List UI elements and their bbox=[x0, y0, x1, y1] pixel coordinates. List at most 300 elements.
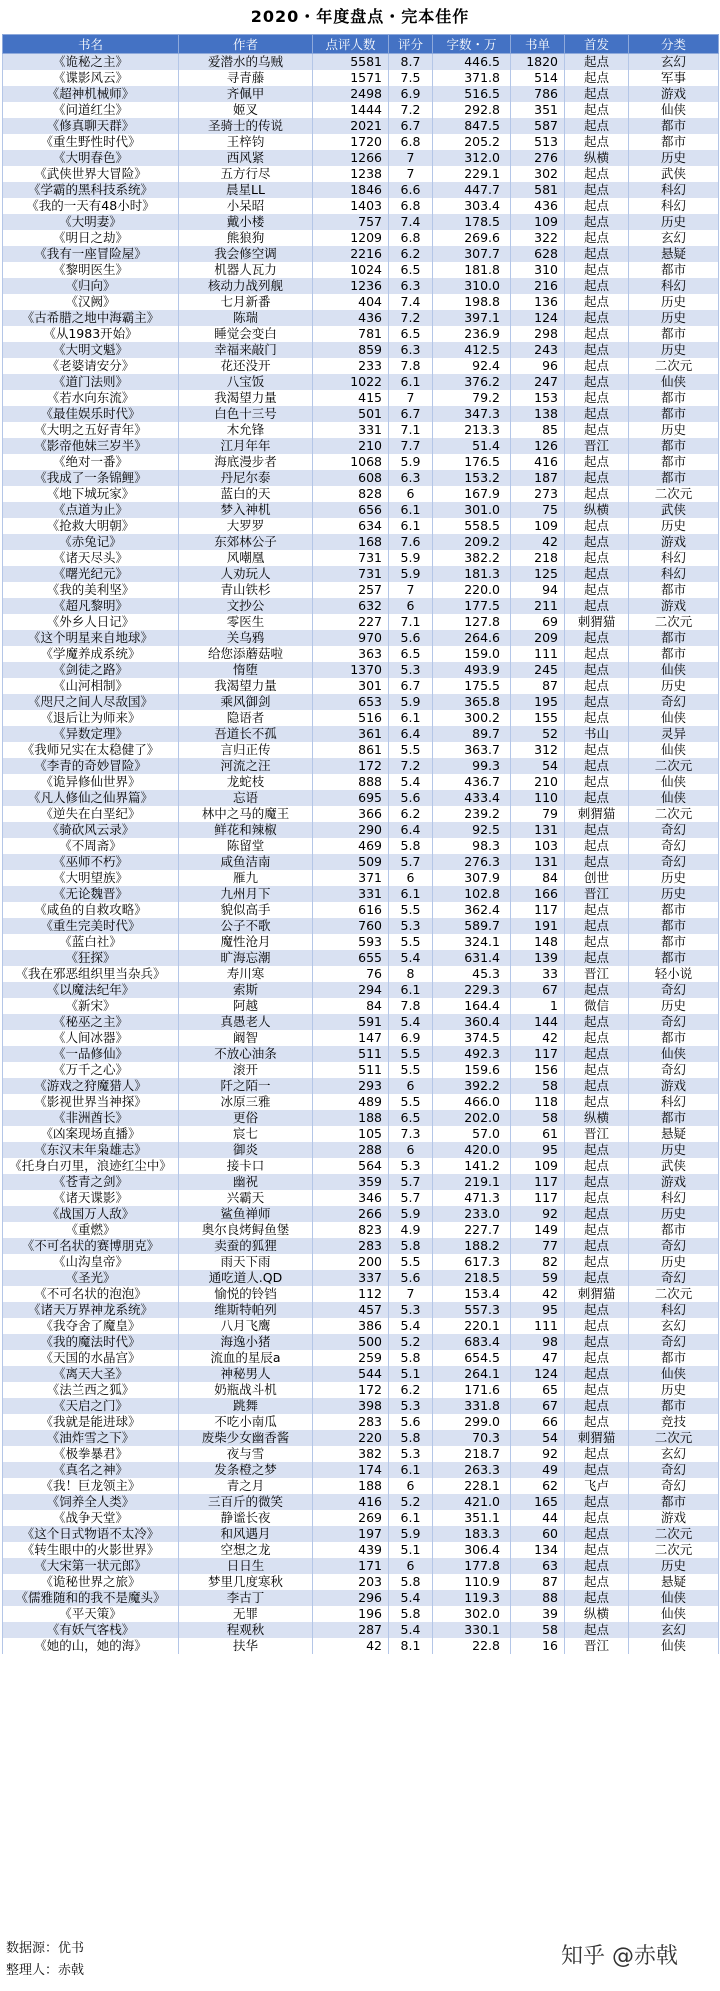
cell-rating: 6.2 bbox=[389, 246, 433, 262]
cell-category: 历史 bbox=[629, 214, 719, 230]
cell-platform: 起点 bbox=[565, 1270, 629, 1286]
cell-category: 二次元 bbox=[629, 1542, 719, 1558]
cell-reviews: 361 bbox=[313, 726, 389, 742]
cell-reviews: 416 bbox=[313, 1494, 389, 1510]
cell-word-count: 263.3 bbox=[433, 1462, 511, 1478]
cell-category: 历史 bbox=[629, 1558, 719, 1574]
cell-platform: 起点 bbox=[565, 630, 629, 646]
cell-author: 空想之龙 bbox=[179, 1542, 313, 1558]
cell-rating: 5.5 bbox=[389, 934, 433, 950]
cell-category: 都市 bbox=[629, 630, 719, 646]
cell-rating: 6.9 bbox=[389, 86, 433, 102]
table-row bbox=[3, 118, 719, 134]
cell-word-count: 233.0 bbox=[433, 1206, 511, 1222]
cell-rating: 6.8 bbox=[389, 198, 433, 214]
cell-word-count: 178.5 bbox=[433, 214, 511, 230]
cell-platform: 起点 bbox=[565, 1398, 629, 1414]
cell-reviews: 511 bbox=[313, 1046, 389, 1062]
cell-word-count: 310.0 bbox=[433, 278, 511, 294]
cell-title: 《离天大圣》 bbox=[3, 1366, 179, 1382]
cell-author: 圣骑士的传说 bbox=[179, 118, 313, 134]
cell-booklists: 54 bbox=[511, 758, 565, 774]
cell-word-count: 363.7 bbox=[433, 742, 511, 758]
table-row bbox=[3, 1190, 719, 1206]
cell-title: 《老婆请安分》 bbox=[3, 358, 179, 374]
cell-booklists: 136 bbox=[511, 294, 565, 310]
table-row bbox=[3, 1078, 719, 1094]
cell-title: 《凶案现场直播》 bbox=[3, 1126, 179, 1142]
cell-rating: 6 bbox=[389, 1078, 433, 1094]
cell-platform: 创世 bbox=[565, 870, 629, 886]
cell-reviews: 1846 bbox=[313, 182, 389, 198]
cell-platform: 起点 bbox=[565, 854, 629, 870]
cell-reviews: 172 bbox=[313, 758, 389, 774]
cell-word-count: 239.2 bbox=[433, 806, 511, 822]
table-row bbox=[3, 1478, 719, 1494]
cell-platform: 起点 bbox=[565, 1062, 629, 1078]
cell-word-count: 466.0 bbox=[433, 1094, 511, 1110]
cell-rating: 6.8 bbox=[389, 230, 433, 246]
cell-reviews: 1403 bbox=[313, 198, 389, 214]
cell-title: 《学魔养成系统》 bbox=[3, 646, 179, 662]
table-row bbox=[3, 902, 719, 918]
cell-title: 《我的美利坚》 bbox=[3, 582, 179, 598]
table-row bbox=[3, 134, 719, 150]
cell-rating: 6.1 bbox=[389, 886, 433, 902]
cell-word-count: 236.9 bbox=[433, 326, 511, 342]
cell-author: 阿越 bbox=[179, 998, 313, 1014]
cell-title: 《剑徒之路》 bbox=[3, 662, 179, 678]
cell-category: 科幻 bbox=[629, 182, 719, 198]
cell-booklists: 66 bbox=[511, 1414, 565, 1430]
cell-platform: 起点 bbox=[565, 1318, 629, 1334]
cell-rating: 5.4 bbox=[389, 1590, 433, 1606]
cell-platform: 起点 bbox=[565, 1590, 629, 1606]
cell-platform: 晋江 bbox=[565, 886, 629, 902]
table-row bbox=[3, 310, 719, 326]
cell-booklists: 42 bbox=[511, 1030, 565, 1046]
cell-title: 《我有一座冒险屋》 bbox=[3, 246, 179, 262]
cell-rating: 5.9 bbox=[389, 566, 433, 582]
cell-author: 小呆昭 bbox=[179, 198, 313, 214]
table-row bbox=[3, 1062, 719, 1078]
cell-reviews: 1022 bbox=[313, 374, 389, 390]
cell-booklists: 109 bbox=[511, 518, 565, 534]
cell-category: 都市 bbox=[629, 1222, 719, 1238]
cell-reviews: 283 bbox=[313, 1238, 389, 1254]
cell-booklists: 92 bbox=[511, 1446, 565, 1462]
cell-rating: 7.1 bbox=[389, 614, 433, 630]
cell-category: 二次元 bbox=[629, 1286, 719, 1302]
cell-reviews: 2498 bbox=[313, 86, 389, 102]
cell-author: 跳舞 bbox=[179, 1398, 313, 1414]
data-source: 数据源：优书 bbox=[6, 1941, 85, 1956]
cell-platform: 起点 bbox=[565, 518, 629, 534]
cell-category: 武侠 bbox=[629, 166, 719, 182]
cell-author: 维斯特帕列 bbox=[179, 1302, 313, 1318]
cell-category: 仙侠 bbox=[629, 710, 719, 726]
cell-rating: 6.1 bbox=[389, 518, 433, 534]
cell-author: 海逸小猪 bbox=[179, 1334, 313, 1350]
table-row bbox=[3, 198, 719, 214]
cell-author: 五方行尽 bbox=[179, 166, 313, 182]
cell-category: 玄幻 bbox=[629, 1446, 719, 1462]
cell-booklists: 87 bbox=[511, 678, 565, 694]
cell-author: 机器人瓦力 bbox=[179, 262, 313, 278]
cell-rating: 6.3 bbox=[389, 470, 433, 486]
cell-word-count: 57.0 bbox=[433, 1126, 511, 1142]
cell-rating: 4.9 bbox=[389, 1222, 433, 1238]
cell-category: 历史 bbox=[629, 1382, 719, 1398]
table-row bbox=[3, 1238, 719, 1254]
cell-platform: 起点 bbox=[565, 1542, 629, 1558]
cell-rating: 7 bbox=[389, 166, 433, 182]
cell-reviews: 501 bbox=[313, 406, 389, 422]
cell-title: 《我的一天有48小时》 bbox=[3, 198, 179, 214]
cell-booklists: 98 bbox=[511, 1334, 565, 1350]
cell-rating: 6.1 bbox=[389, 1510, 433, 1526]
cell-rating: 7.5 bbox=[389, 70, 433, 86]
cell-title: 《凡人修仙之仙界篇》 bbox=[3, 790, 179, 806]
cell-author: 不吃小南瓜 bbox=[179, 1414, 313, 1430]
cell-title: 《诸天万界神龙系统》 bbox=[3, 1302, 179, 1318]
cell-author: 文抄公 bbox=[179, 598, 313, 614]
cell-rating: 5.1 bbox=[389, 1542, 433, 1558]
cell-author: 熊狼狗 bbox=[179, 230, 313, 246]
cell-author: 八宝饭 bbox=[179, 374, 313, 390]
cell-author: 雁九 bbox=[179, 870, 313, 886]
cell-platform: 起点 bbox=[565, 1142, 629, 1158]
table-row bbox=[3, 1638, 719, 1654]
header-platform: 首发 bbox=[565, 35, 629, 54]
cell-author: 丹尼尔泰 bbox=[179, 470, 313, 486]
cell-word-count: 218.7 bbox=[433, 1446, 511, 1462]
cell-rating: 5.3 bbox=[389, 1158, 433, 1174]
cell-platform: 起点 bbox=[565, 70, 629, 86]
cell-booklists: 16 bbox=[511, 1638, 565, 1654]
table-row bbox=[3, 454, 719, 470]
table-row bbox=[3, 150, 719, 166]
cell-rating: 7.2 bbox=[389, 758, 433, 774]
books-table bbox=[2, 34, 719, 1654]
cell-rating: 5.7 bbox=[389, 854, 433, 870]
cell-title: 《战争天堂》 bbox=[3, 1510, 179, 1526]
cell-platform: 起点 bbox=[565, 598, 629, 614]
cell-title: 《地下城玩家》 bbox=[3, 486, 179, 502]
cell-word-count: 412.5 bbox=[433, 342, 511, 358]
cell-title: 《武侠世界大冒险》 bbox=[3, 166, 179, 182]
cell-booklists: 42 bbox=[511, 1286, 565, 1302]
cell-word-count: 127.8 bbox=[433, 614, 511, 630]
cell-platform: 起点 bbox=[565, 694, 629, 710]
cell-reviews: 257 bbox=[313, 582, 389, 598]
cell-word-count: 229.3 bbox=[433, 982, 511, 998]
table-row bbox=[3, 390, 719, 406]
cell-booklists: 187 bbox=[511, 470, 565, 486]
cell-platform: 起点 bbox=[565, 822, 629, 838]
cell-reviews: 1370 bbox=[313, 662, 389, 678]
cell-word-count: 292.8 bbox=[433, 102, 511, 118]
cell-author: 林中之马的魔王 bbox=[179, 806, 313, 822]
cell-title: 《平天策》 bbox=[3, 1606, 179, 1622]
cell-platform: 起点 bbox=[565, 390, 629, 406]
cell-platform: 晋江 bbox=[565, 966, 629, 982]
cell-booklists: 110 bbox=[511, 790, 565, 806]
cell-title: 《山沟皇帝》 bbox=[3, 1254, 179, 1270]
cell-booklists: 58 bbox=[511, 1622, 565, 1638]
cell-booklists: 117 bbox=[511, 1174, 565, 1190]
cell-platform: 起点 bbox=[565, 550, 629, 566]
cell-category: 仙侠 bbox=[629, 662, 719, 678]
cell-title: 《从1983开始》 bbox=[3, 326, 179, 342]
cell-word-count: 177.5 bbox=[433, 598, 511, 614]
header-category: 分类 bbox=[629, 35, 719, 54]
cell-author: 真愚老人 bbox=[179, 1014, 313, 1030]
zhihu-watermark: 知乎 @赤戟 bbox=[561, 1944, 678, 1969]
cell-word-count: 347.3 bbox=[433, 406, 511, 422]
cell-booklists: 109 bbox=[511, 214, 565, 230]
cell-rating: 6.7 bbox=[389, 406, 433, 422]
cell-reviews: 511 bbox=[313, 1062, 389, 1078]
cell-platform: 起点 bbox=[565, 1494, 629, 1510]
cell-title: 《重燃》 bbox=[3, 1222, 179, 1238]
cell-rating: 7 bbox=[389, 582, 433, 598]
cell-category: 仙侠 bbox=[629, 1046, 719, 1062]
cell-word-count: 171.6 bbox=[433, 1382, 511, 1398]
cell-author: 西风紧 bbox=[179, 150, 313, 166]
cell-platform: 起点 bbox=[565, 1302, 629, 1318]
cell-booklists: 245 bbox=[511, 662, 565, 678]
cell-category: 都市 bbox=[629, 950, 719, 966]
cell-author: 鲜花和辣椒 bbox=[179, 822, 313, 838]
cell-rating: 5.2 bbox=[389, 1334, 433, 1350]
cell-word-count: 269.6 bbox=[433, 230, 511, 246]
cell-reviews: 233 bbox=[313, 358, 389, 374]
cell-category: 仙侠 bbox=[629, 1638, 719, 1654]
table-row bbox=[3, 438, 719, 454]
cell-category: 都市 bbox=[629, 918, 719, 934]
cell-word-count: 99.3 bbox=[433, 758, 511, 774]
cell-category: 奇幻 bbox=[629, 1462, 719, 1478]
cell-booklists: 42 bbox=[511, 534, 565, 550]
cell-author: 幽祝 bbox=[179, 1174, 313, 1190]
cell-word-count: 219.1 bbox=[433, 1174, 511, 1190]
table-row bbox=[3, 1270, 719, 1286]
cell-booklists: 195 bbox=[511, 694, 565, 710]
cell-reviews: 1209 bbox=[313, 230, 389, 246]
table-row bbox=[3, 790, 719, 806]
cell-category: 科幻 bbox=[629, 1190, 719, 1206]
cell-rating: 5.4 bbox=[389, 950, 433, 966]
cell-title: 《战国万人敌》 bbox=[3, 1206, 179, 1222]
cell-booklists: 247 bbox=[511, 374, 565, 390]
cell-word-count: 159.0 bbox=[433, 646, 511, 662]
cell-reviews: 171 bbox=[313, 1558, 389, 1574]
cell-author: 东郊林公子 bbox=[179, 534, 313, 550]
cell-author: 雨天下雨 bbox=[179, 1254, 313, 1270]
cell-word-count: 300.2 bbox=[433, 710, 511, 726]
table-row bbox=[3, 822, 719, 838]
cell-rating: 6.5 bbox=[389, 646, 433, 662]
editor-credit: 整理人：赤戟 bbox=[6, 1963, 85, 1978]
cell-author: 夜与雪 bbox=[179, 1446, 313, 1462]
cell-word-count: 306.4 bbox=[433, 1542, 511, 1558]
cell-category: 仙侠 bbox=[629, 1606, 719, 1622]
cell-platform: 起点 bbox=[565, 774, 629, 790]
table-row bbox=[3, 470, 719, 486]
table-row bbox=[3, 662, 719, 678]
cell-reviews: 1068 bbox=[313, 454, 389, 470]
cell-reviews: 293 bbox=[313, 1078, 389, 1094]
cell-category: 二次元 bbox=[629, 1430, 719, 1446]
cell-rating: 5.4 bbox=[389, 1318, 433, 1334]
cell-word-count: 420.0 bbox=[433, 1142, 511, 1158]
cell-reviews: 695 bbox=[313, 790, 389, 806]
cell-booklists: 416 bbox=[511, 454, 565, 470]
cell-reviews: 632 bbox=[313, 598, 389, 614]
cell-word-count: 181.3 bbox=[433, 566, 511, 582]
cell-reviews: 296 bbox=[313, 1590, 389, 1606]
cell-category: 玄幻 bbox=[629, 54, 719, 71]
cell-booklists: 144 bbox=[511, 1014, 565, 1030]
cell-platform: 起点 bbox=[565, 902, 629, 918]
cell-title: 《学霸的黑科技系统》 bbox=[3, 182, 179, 198]
cell-word-count: 330.1 bbox=[433, 1622, 511, 1638]
cell-rating: 5.7 bbox=[389, 1174, 433, 1190]
cell-reviews: 84 bbox=[313, 998, 389, 1014]
cell-booklists: 52 bbox=[511, 726, 565, 742]
table-row bbox=[3, 1222, 719, 1238]
cell-word-count: 371.8 bbox=[433, 70, 511, 86]
cell-rating: 5.5 bbox=[389, 902, 433, 918]
cell-reviews: 168 bbox=[313, 534, 389, 550]
cell-word-count: 303.4 bbox=[433, 198, 511, 214]
cell-word-count: 433.4 bbox=[433, 790, 511, 806]
cell-platform: 起点 bbox=[565, 294, 629, 310]
table-row bbox=[3, 806, 719, 822]
cell-title: 《山河相制》 bbox=[3, 678, 179, 694]
cell-reviews: 105 bbox=[313, 1126, 389, 1142]
cell-reviews: 172 bbox=[313, 1382, 389, 1398]
cell-author: 龙蛇枝 bbox=[179, 774, 313, 790]
table-row bbox=[3, 166, 719, 182]
cell-author: 卖蚕的狐狸 bbox=[179, 1238, 313, 1254]
cell-rating: 5.8 bbox=[389, 1606, 433, 1622]
cell-reviews: 888 bbox=[313, 774, 389, 790]
cell-category: 悬疑 bbox=[629, 1126, 719, 1142]
cell-rating: 5.5 bbox=[389, 742, 433, 758]
cell-title: 《真名之神》 bbox=[3, 1462, 179, 1478]
table-row bbox=[3, 1398, 719, 1414]
cell-word-count: 392.2 bbox=[433, 1078, 511, 1094]
cell-word-count: 351.1 bbox=[433, 1510, 511, 1526]
cell-rating: 6.9 bbox=[389, 1030, 433, 1046]
cell-title: 《秘巫之主》 bbox=[3, 1014, 179, 1030]
cell-rating: 5.8 bbox=[389, 1238, 433, 1254]
table-row bbox=[3, 1254, 719, 1270]
table-row bbox=[3, 486, 719, 502]
cell-platform: 起点 bbox=[565, 310, 629, 326]
cell-author: 梦里几度寒秋 bbox=[179, 1574, 313, 1590]
cell-author: 扶华 bbox=[179, 1638, 313, 1654]
cell-platform: 起点 bbox=[565, 1334, 629, 1350]
cell-word-count: 110.9 bbox=[433, 1574, 511, 1590]
cell-reviews: 227 bbox=[313, 614, 389, 630]
table-row bbox=[3, 182, 719, 198]
cell-word-count: 264.1 bbox=[433, 1366, 511, 1382]
cell-reviews: 828 bbox=[313, 486, 389, 502]
cell-booklists: 63 bbox=[511, 1558, 565, 1574]
cell-category: 都市 bbox=[629, 902, 719, 918]
table-row bbox=[3, 630, 719, 646]
cell-author: 乘风御剑 bbox=[179, 694, 313, 710]
cell-platform: 起点 bbox=[565, 1622, 629, 1638]
cell-title: 《李青的奇妙冒险》 bbox=[3, 758, 179, 774]
cell-word-count: 177.8 bbox=[433, 1558, 511, 1574]
cell-booklists: 165 bbox=[511, 1494, 565, 1510]
cell-booklists: 95 bbox=[511, 1302, 565, 1318]
cell-title: 《我就是能进球》 bbox=[3, 1414, 179, 1430]
cell-platform: 起点 bbox=[565, 1558, 629, 1574]
cell-booklists: 243 bbox=[511, 342, 565, 358]
cell-author: 姬叉 bbox=[179, 102, 313, 118]
cell-booklists: 1820 bbox=[511, 54, 565, 71]
table-row bbox=[3, 598, 719, 614]
cell-author: 李古丁 bbox=[179, 1590, 313, 1606]
cell-booklists: 62 bbox=[511, 1478, 565, 1494]
cell-booklists: 126 bbox=[511, 438, 565, 454]
cell-category: 都市 bbox=[629, 582, 719, 598]
cell-reviews: 112 bbox=[313, 1286, 389, 1302]
cell-word-count: 45.3 bbox=[433, 966, 511, 982]
table-body bbox=[3, 54, 719, 1655]
cell-author: 无罪 bbox=[179, 1606, 313, 1622]
cell-author: 幸福来敲门 bbox=[179, 342, 313, 358]
cell-rating: 7.6 bbox=[389, 534, 433, 550]
cell-platform: 刺猬猫 bbox=[565, 1430, 629, 1446]
cell-title: 《不可名状的泡泡》 bbox=[3, 1286, 179, 1302]
cell-platform: 微信 bbox=[565, 998, 629, 1014]
cell-category: 二次元 bbox=[629, 358, 719, 374]
cell-platform: 起点 bbox=[565, 1350, 629, 1366]
table-row bbox=[3, 214, 719, 230]
cell-reviews: 331 bbox=[313, 422, 389, 438]
cell-category: 都市 bbox=[629, 646, 719, 662]
cell-booklists: 85 bbox=[511, 422, 565, 438]
table-row bbox=[3, 1446, 719, 1462]
cell-rating: 7 bbox=[389, 150, 433, 166]
cell-category: 都市 bbox=[629, 1110, 719, 1126]
table-row bbox=[3, 1382, 719, 1398]
cell-category: 奇幻 bbox=[629, 1478, 719, 1494]
cell-platform: 起点 bbox=[565, 102, 629, 118]
cell-platform: 起点 bbox=[565, 982, 629, 998]
cell-title: 《我在邪恶组织里当杂兵》 bbox=[3, 966, 179, 982]
table-row bbox=[3, 246, 719, 262]
cell-reviews: 500 bbox=[313, 1334, 389, 1350]
cell-booklists: 134 bbox=[511, 1542, 565, 1558]
table-row bbox=[3, 566, 719, 582]
cell-author: 鲨鱼禅师 bbox=[179, 1206, 313, 1222]
cell-booklists: 118 bbox=[511, 1094, 565, 1110]
cell-title: 《诸天谍影》 bbox=[3, 1190, 179, 1206]
cell-word-count: 153.4 bbox=[433, 1286, 511, 1302]
cell-rating: 5.3 bbox=[389, 1446, 433, 1462]
cell-category: 历史 bbox=[629, 886, 719, 902]
cell-title: 《大明妻》 bbox=[3, 214, 179, 230]
cell-rating: 5.3 bbox=[389, 1302, 433, 1318]
cell-category: 二次元 bbox=[629, 1526, 719, 1542]
